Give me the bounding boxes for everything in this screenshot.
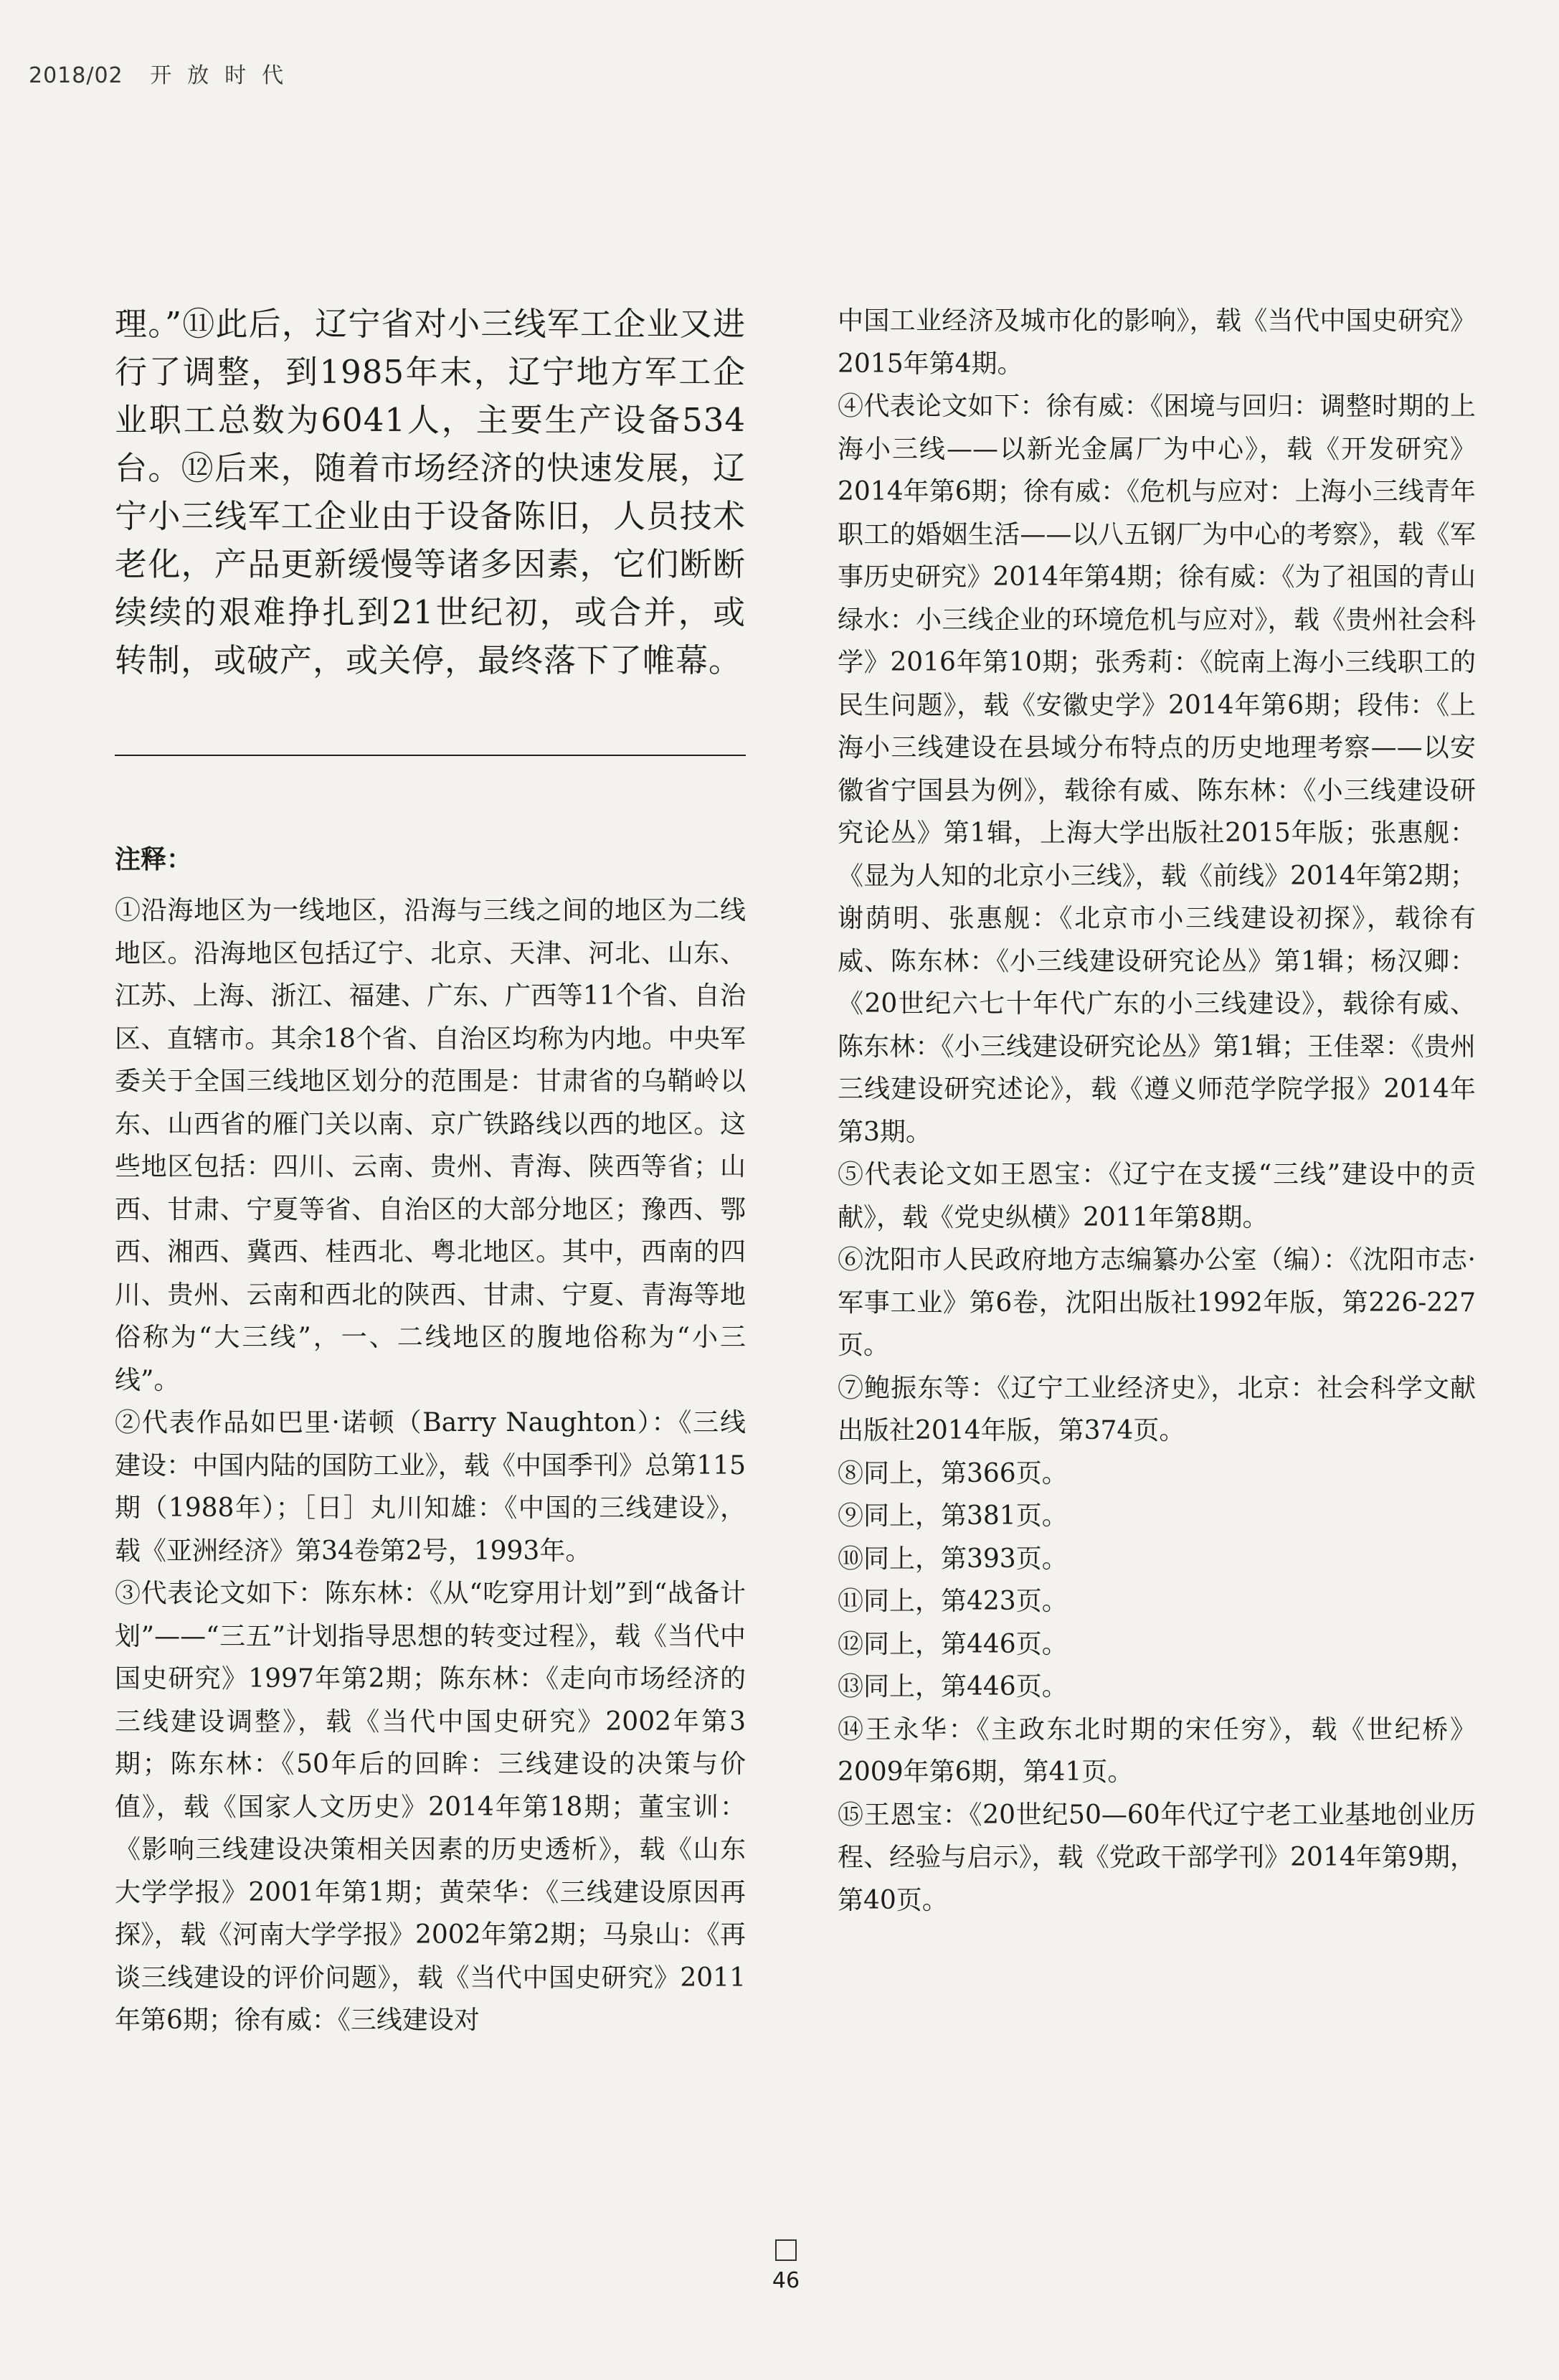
page-marker-box [775,2239,797,2261]
note-11: ⑪同上，第423页。 [838,1587,1068,1616]
note-4: ④代表论文如下：徐有威：《困境与回归：调整时期的上海小三线——以新光金属厂为中心》，载《开发研究》2014年第6期；徐有威：《危机与应对：上海小三线青年职工的婚姻生活——以八五钢厂为中心的考察》，载《军事历史研究》2014年第4期；徐有威：《为了祖国的青山绿水：小三线企业的环境危机与应对》，载《贵州社会科学》2016年第10期；张秀莉：《皖南上海小三线职工的民生问题》，载《安徽史学》2014年第6期；段伟：《上海小三线建设在县域分布特点的历史地理考察——以安徽省宁国县为例》，载徐有威、陈东林：《小三线建设研究论丛》第1辑，上海大学出版社2015年版；张惠舰：《显为人知的北京小三线》，载《前线》2014年第2期；谢荫明、张惠舰：《北京市小三线建设初探》，载徐有威、陈东林：《小三线建设研究论丛》第1辑；杨汉卿：《20世纪六七十年代广东的小三线建设》，载徐有威、陈东林：《小三线建设研究论丛》第1辑；王佳翠：《贵州三线建设研究述论》，载《遵义师范学院学报》2014年第3期。 [838,392,1476,1147]
notes-divider [115,755,746,756]
issue-number: 2018/02 [29,63,123,88]
note-15: ⑮王恩宝：《20世纪50—60年代辽宁老工业基地创业历程、经验与启示》，载《党政干部学刊》2014年第9期，第40页。 [838,1800,1476,1915]
note-3: ③代表论文如下：陈东林：《从“吃穿用计划”到“战备计划”——“三五”计划指导思想的转变过程》，载《当代中国史研究》1997年第2期；陈东林：《走向市场经济的三线建设调整》，载《当代中国史研究》2002年第3期；陈东林：《50年后的回眸：三线建设的决策与价值》，载《国家人文历史》2014年第18期；董宝训：《影响三线建设决策相关因素的历史透析》，载《山东大学学报》2001年第1期；黄荣华：《三线建设原因再探》，载《河南大学学报》2002年第2期；马泉山：《再谈三线建设的评价问题》，载《当代中国史研究》2011年第6期；徐有威：《三线建设对 [115,1579,746,2035]
notes-left [115,889,746,2042]
page-number-text: 46 [772,2268,800,2293]
body-text [115,300,746,684]
notes-right [838,300,1476,1922]
note-6: ⑥沈阳市人民政府地方志编纂办公室（编）：《沈阳市志·军事工业》第6卷，沈阳出版社1992年版，第226-227页。 [838,1245,1476,1360]
note-14: ⑭王永华：《主政东北时期的宋任穷》，载《世纪桥》2009年第6期，第41页。 [838,1714,1476,1787]
note-1: ①沿海地区为一线地区，沿海与三线之间的地区为二线地区。沿海地区包括辽宁、北京、天津、河北、山东、江苏、上海、浙江、福建、广东、广西等11个省、自治区、直辖市。其余18个省、自治区均称为内地。中央军委关于全国三线地区划分的范围是：甘肃省的乌鞘岭以东、山西省的雁门关以南、京广铁路线以西的地区。这些地区包括：四川、云南、贵州、青海、陕西等省；山西、甘肃、宁夏等省、自治区的大部分地区；豫西、鄂西、湘西、冀西、桂西北、粤北地区。其中，西南的四川、贵州、云南和西北的陕西、甘肃、宁夏、青海等地俗称为“大三线”，一、二线地区的腹地俗称为“小三线”。 [115,896,746,1395]
note-10: ⑩同上，第393页。 [838,1544,1068,1574]
journal-name: 开放时代 [150,63,300,88]
note-13: ⑬同上，第446页。 [838,1672,1068,1701]
page-number [764,2239,807,2293]
note-9: ⑨同上，第381页。 [838,1501,1068,1531]
note-2: ②代表作品如巴里·诺顿（Barry Naughton）：《三线建设：中国内陆的国防工业》，载《中国季刊》总第115期（1988年）；［日］丸川知雄：《中国的三线建设》，载《亚洲经济》第34卷第2号，1993年。 [115,1408,746,1566]
note-7: ⑦鲍振东等：《辽宁工业经济史》，北京：社会科学文献出版社2014年版，第374页。 [838,1373,1476,1445]
body-paragraph: 理。”⑪此后，辽宁省对小三线军工企业又进行了调整，到1985年末，辽宁地方军工企业职工总数为6041人，主要生产设备534台。⑫后来，随着市场经济的快速发展，辽宁小三线军工企业由于设备陈旧，人员技术老化，产品更新缓慢等诸多因素，它们断断续续的艰难挣扎到21世纪初，或合并，或转制，或破产，或关停，最终落下了帷幕。 [115,305,746,679]
note-8: ⑧同上，第366页。 [838,1458,1068,1488]
note-12: ⑫同上，第446页。 [838,1629,1068,1659]
notes-heading: 注释： [115,844,193,874]
note-3-continued: 中国工业经济及城市化的影响》，载《当代中国史研究》2015年第4期。 [838,306,1476,379]
running-header [29,57,299,89]
note-5: ⑤代表论文如王恩宝：《辽宁在支援“三线”建设中的贡献》，载《党史纵横》2011年第8期。 [838,1160,1476,1232]
